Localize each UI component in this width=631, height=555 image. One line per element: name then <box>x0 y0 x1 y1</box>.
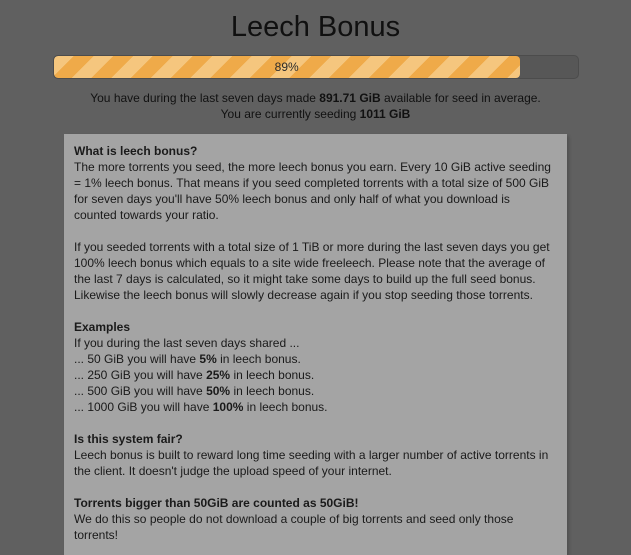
example-line <box>74 351 555 367</box>
stats-line1-text: You have during the last seven days made <box>90 91 320 105</box>
is-system-fair-heading: Is this system fair? <box>74 432 183 446</box>
page-title: Leech Bonus <box>230 11 401 43</box>
example-percent: 25% <box>206 368 231 382</box>
example-line <box>74 399 555 415</box>
example-percent: 50% <box>206 384 231 398</box>
example-text: ... 1000 GiB you will have <box>74 400 213 414</box>
leech-bonus-progress-bar <box>53 55 579 79</box>
what-is-leech-bonus-heading: What is leech bonus? <box>74 144 198 158</box>
example-suffix: in leech bonus. <box>216 352 301 366</box>
example-suffix: in leech bonus. <box>230 384 315 398</box>
leech-bonus-info-box <box>64 134 567 555</box>
example-text: ... 500 GiB you will have <box>74 384 207 398</box>
example-suffix: in leech bonus. <box>230 368 315 382</box>
seed-stats <box>0 90 631 122</box>
examples-heading: Examples <box>74 320 131 334</box>
big-torrents-heading: Torrents bigger than 50GiB are counted as 50GiB! <box>74 496 359 510</box>
example-suffix: in leech bonus. <box>243 400 328 414</box>
example-line <box>74 383 555 399</box>
example-text: ... 50 GiB you will have <box>74 352 200 366</box>
progress-percent-label: 89% <box>274 60 299 74</box>
what-is-leech-bonus-paragraph-1: The more torrents you seed, the more leech bonus you earn. Every 10 GiB active seeding = 1% leech bonus. That means if you seed completed torrents with a total size of 500 GiB for seven days you'll have 50% leech bonus and only half of what you download is counted towards your ratio. <box>74 160 551 222</box>
stats-average-seeded-value: 891.71 GiB <box>319 91 381 105</box>
examples-intro: If you during the last seven days shared ... <box>74 336 300 350</box>
example-percent: 100% <box>212 400 244 414</box>
stats-line2-text: You are currently seeding <box>220 107 360 121</box>
stats-line1-suffix: available for seed in average. <box>380 91 541 105</box>
stats-current-seeding-value: 1011 GiB <box>359 107 411 121</box>
is-system-fair-body: Leech bonus is built to reward long time seeding with a larger number of active torrents in the client. It doesn't judge the upload speed of your internet. <box>74 448 549 478</box>
big-torrents-body: We do this so people do not download a couple of big torrents and seed only those torrents! <box>74 512 514 542</box>
what-is-leech-bonus-paragraph-2: If you seeded torrents with a total size of 1 TiB or more during the last seven days you get 100% leech bonus which equals to a site wide freeleech. Please note that the average of the last 7 days is calculated, so it might take some days to build up the full seed bonus. Likewise the leech bonus will slowly decrease again if you stop seeding those torrents. <box>74 240 550 302</box>
stats-line-current <box>0 106 631 122</box>
progress-fill <box>54 56 520 78</box>
example-line <box>74 367 555 383</box>
example-text: ... 250 GiB you will have <box>74 368 207 382</box>
example-percent: 5% <box>199 352 217 366</box>
spacer <box>74 415 555 431</box>
stats-line-average <box>0 90 631 106</box>
